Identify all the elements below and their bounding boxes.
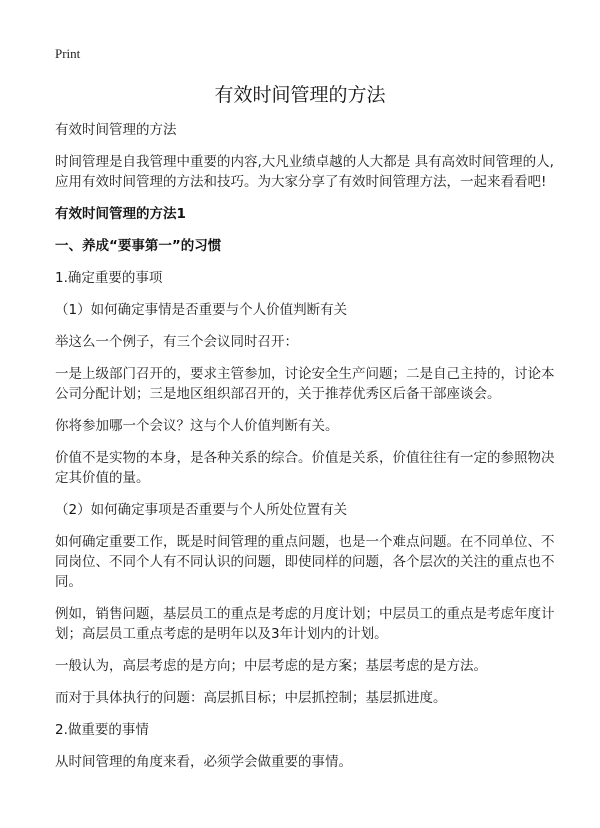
page-title: 有效时间管理的方法 <box>214 84 386 106</box>
article-subtitle: 有效时间管理的方法 <box>55 122 177 138</box>
item-position: （2）如何确定事项是否重要与个人所处位置有关 <box>55 502 348 518</box>
subheading-first-things-first: 一、养成“要事第一”的习惯 <box>55 238 222 254</box>
paragraph-execution: 而对于具体执行的问题：高层抓目标；中层抓控制；基层抓进度。 <box>55 690 447 706</box>
paragraph-position: 如何确定重要工作，既是时间管理的重点问题，也是一个难点问题。在不同单位、不同岗位、不同个人有不同认识的问题，即使同样的问题，各个层次的关注的重点也不同。 <box>55 534 555 590</box>
paragraph-question: 你将参加哪一个会议？这与个人价值判断有关。 <box>55 418 339 434</box>
point-do-important: 2.做重要的事情 <box>55 722 149 738</box>
paragraph-value: 价值不是实物的本身，是各种关系的综合。价值是关系，价值往往有一定的参照物决定其价值的量。 <box>55 450 555 486</box>
point-identify-important: 1.确定重要的事项 <box>55 270 163 286</box>
paragraph-do-important: 从时间管理的角度来看，必须学会做重要的事情。 <box>55 754 352 770</box>
paragraph-example-intro: 举这么一个例子，有三个会议同时召开： <box>55 334 298 350</box>
article-body <box>55 120 555 784</box>
intro-paragraph: 时间管理是自我管理中重要的内容,大凡业绩卓越的人大都是 具有高效时间管理的人,应用有效时间管理的方法和技巧。为大家分享了有效时间管理方法，一起来看看吧! <box>55 154 554 190</box>
paragraph-meetings: 一是上级部门召开的，要求主管参加，讨论安全生产问题；二是自己主持的，讨论本公司分配计划；三是地区组织部召开的，关于推荐优秀区后备干部座谈会。 <box>55 366 555 402</box>
section-heading: 有效时间管理的方法1 <box>55 206 186 222</box>
item-value-judgement: （1）如何确定事情是否重要与个人价值判断有关 <box>55 302 348 318</box>
paragraph-levels: 一般认为，高层考虑的是方向；中层考虑的是方案；基层考虑的是方法。 <box>55 658 487 674</box>
print-link[interactable]: Print <box>55 46 81 61</box>
paragraph-sales-example: 例如，销售问题，基层员工的重点是考虑的月度计划；中层员工的重点是考虑年度计划；高层员工重点考虑的是明年以及3年计划内的计划。 <box>55 606 555 642</box>
